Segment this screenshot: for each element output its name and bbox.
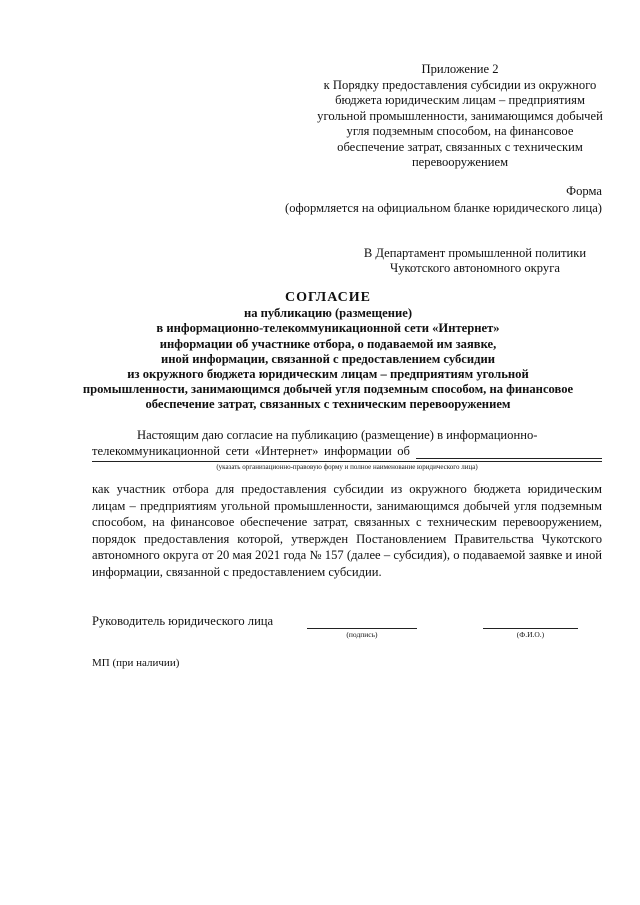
addressee-block	[335, 246, 615, 276]
form-label-block	[285, 183, 602, 217]
appendix-line: к Порядку предоставления субсидии из окружного	[323, 77, 597, 92]
consent-line-1	[92, 427, 608, 443]
form-label: Форма	[566, 184, 602, 198]
title-line: обеспечение затрат, связанных с техническим перевооружением	[145, 397, 511, 412]
consent-line-2	[92, 443, 608, 459]
consent-body: как участник отбора для предоставления субсидии из окружного бюджета юридическим лицам – предприятиям угольной промышленности, занимающимся добычей угля подземным способом, на финансовое обеспечение затрат, связанных с техническим перевооружением, порядок предоставления которой, утвержден Постановлением Правительства Чукотского автономного округа от 20 мая 2021 года № 157 (далее – субсидия), о подаваемой заявке и иной информации, связанной с предоставлением субсидии.	[92, 482, 602, 579]
title-line: иной информации, связанной с предоставлением субсидии	[160, 351, 496, 366]
title-line: промышленности, занимающимся добычей угля подземным способом, на финансовое	[82, 382, 574, 397]
title-line: на публикацию (размещение)	[243, 306, 413, 321]
addressee-line: Чукотского автономного округа	[390, 261, 560, 275]
consent-word: «Интернет»	[254, 444, 319, 458]
title-line: информации об участнике отбора, о подаваемой им заявке,	[159, 336, 497, 351]
consent-line-2-words	[92, 443, 410, 459]
organization-field-note: (указать организационно-правовую форму и полное наименование юридического лица)	[92, 461, 602, 471]
appendix-header	[300, 62, 620, 171]
document-title	[60, 290, 596, 413]
consent-line-1-text: Настоящим даю согласие на публикацию (размещение) в информационно-	[137, 428, 538, 442]
consent-intro	[92, 427, 608, 459]
appendix-line: Приложение 2	[421, 62, 499, 76]
signature-caption: (подпись)	[346, 630, 378, 639]
appendix-line: перевооружением	[411, 155, 509, 169]
consent-word: информации	[323, 444, 392, 458]
title-heading: СОГЛАСИЕ	[285, 290, 371, 305]
appendix-line: угольной промышленности, занимающимся добычей	[317, 108, 603, 123]
signature-line[interactable]	[307, 614, 417, 629]
organization-name-field[interactable]	[416, 446, 602, 459]
stamp-note: МП (при наличии)	[92, 657, 180, 669]
appendix-line: бюджета юридическим лицам – предприятиям	[335, 93, 585, 107]
name-line[interactable]	[483, 614, 578, 629]
appendix-line: угля подземным способом, на финансовое	[346, 124, 574, 138]
consent-word: об	[397, 444, 410, 458]
signature-role: Руководитель юридического лица	[92, 614, 274, 628]
consent-word: сети	[225, 444, 250, 458]
addressee-line: В Департамент промышленной политики	[363, 246, 587, 260]
title-line: в информационно-телекоммуникационной сети «Интернет»	[156, 321, 500, 336]
form-note: (оформляется на официальном бланке юридического лица)	[285, 201, 602, 215]
title-line: из окружного бюджета юридическим лицам – предприятиям угольной	[127, 367, 529, 382]
name-field	[483, 614, 578, 639]
consent-word: телекоммуникационной	[92, 444, 221, 458]
name-caption: (Ф.И.О.)	[516, 630, 545, 639]
appendix-line: обеспечение затрат, связанных с техническим	[337, 139, 583, 154]
signature-field	[307, 614, 417, 639]
